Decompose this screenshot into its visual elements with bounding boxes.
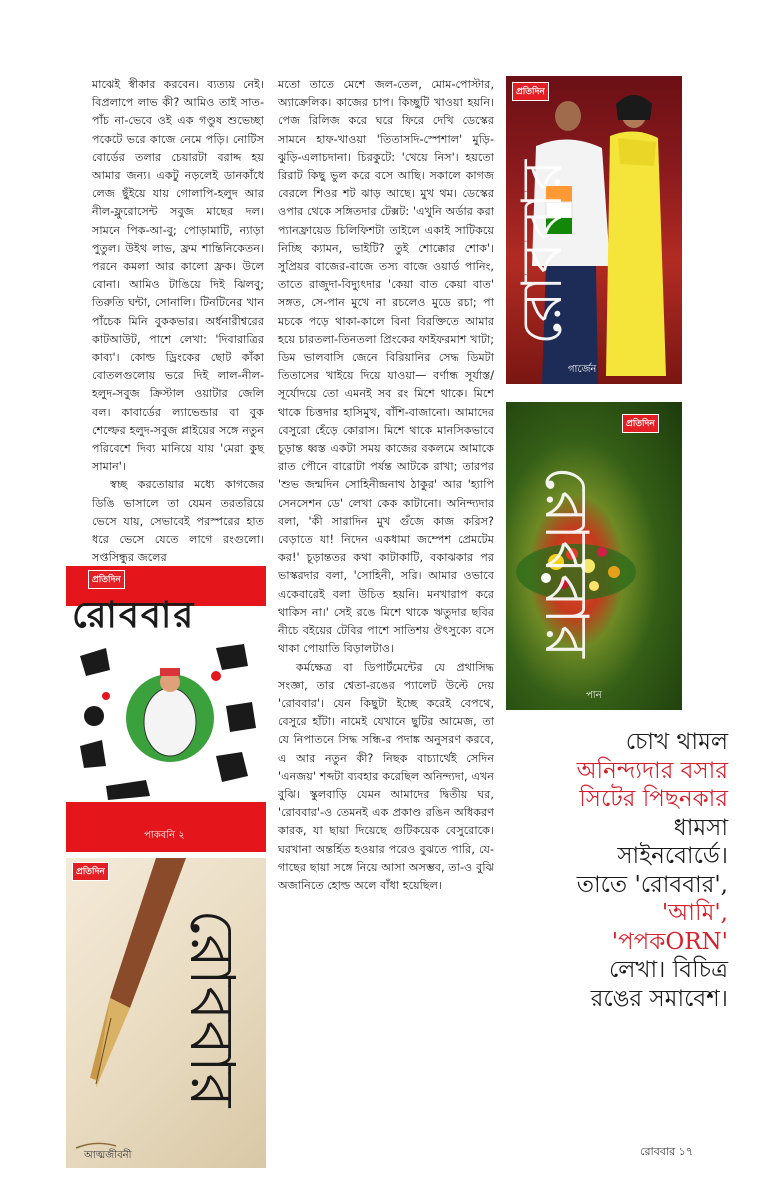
pull-quote-line: সাইনবোর্ডে। [617, 843, 728, 869]
cover-caption: পাকবনি ২ [144, 830, 185, 841]
pull-quote-line: ধামসা [673, 814, 728, 841]
pull-quote-line: অনিন্দ্যদার বসার [576, 757, 728, 784]
cover-caption: আত্মজীবনী [84, 1150, 132, 1161]
cover-masthead: প্রতিদিন [622, 414, 659, 433]
pull-quote-line: 'পপকORN' [611, 928, 728, 955]
magazine-cover-paan [506, 402, 682, 710]
article-column-2 [278, 76, 494, 895]
cover-masthead: প্রতিদিন [72, 862, 109, 881]
paragraph: কর্মক্ষেত্র বা ডিপার্টমেন্টের যে প্রথাসিদ্ধ সংজ্ঞা, তার শ্বেতা-রঙের প্যালেট উল্টে দেয় 'রোববার'। যেন কিছুটা ইচ্ছে করেই বেপথে, বেসুরে হাঁটা। নামেই যেখানে ছুটির আমেজ, তা যে নিপাতনে সিদ্ধ সন্ধি-র পদাঙ্ক অনুসরণ করবে, এ আর নতুন কী? নিছক বাচ্যার্থেই সেদিন 'এনজয়' শব্দটা ব্যবহার করেছিল অনিন্দ্যদা, এখন বুঝি। স্কুলবাড়ি যেমন আমাদের দ্বিতীয় ঘর, 'রোববার'-ও তেমনই এক প্রকাণ্ড রঙিন অধিকরণ কারক, যা ছায়া দিয়েছে গুটিকয়েক বেসুরোকে। ঘরখানা অন্তর্হিত হওয়ার পরেও বুঝতে পারি, যে-গাছের ছায়া সঙ্গে নিয়ে আসা অসম্ভব, তা-ও বুঝি অজানিতে হোল্ড অলে বাঁধা হয়েছিল। [278, 660, 494, 892]
pull-quote-line: 'আমি', [661, 900, 728, 926]
magazine-cover-pen [66, 858, 266, 1168]
paragraph: মতো তাতে মেশে জল-তেল, মোম-পোস্টার, অ্যাক্রেলিক। কাজের চাপ। কিচ্ছুটি খাওয়া হয়নি। পেজ রিলিজ করে ঘরে ফিরে দেখি ডেস্কের সামনে হাফ-খাওয়া 'তিতাসদি-স্পেশাল' মুড়ি-ঝুড়ি-এলাচদানা। চিরকুটে: 'খেয়ে নিস'। হয়তো রিরাট কিছু ভুল করে বসে আছি। সকালে কাগজ বেরলে শিওর শট ঝাড় আছে। মুখ থম। ডেস্কের ওপার থেকে সঙ্গিতদার টেক্সট: 'এখুনি অর্ডার করা প্যানফ্রায়েড চিলিফিশটা তাইলে একাই সাটিকয়ে নিচ্ছি ক্যামন, ভাইটি? তুই শোক্কোর শোক'। সুপ্রিয়র বাজের-বাজে তস্য বাজে ওয়ার্ড পানিং, তাতে রাজুদা-বিদ্যুৎদার 'কেয়া বাত কেয়া বাত' সঙ্গত, সে-পান মুখে না রচলেও মুডে রচা; পা মচকে পড়ে থাকা-কালে বিনা বিরক্তিতে আমার হয়ে চারতলা-তিনতলা প্রিংকের ফাইফরমাশ খাটা; ডিম ভালবাসি জেনে বিরিয়ানির সেদ্ধ ডিমটা তিতাসের খাইয়ে দিয়ে যাওয়া— বর্ণান্ধ সূর্যাস্ত/ সূর্যোদয়ে তো এমনই সব রং মিশে থাকে। মিশে থাকে চিত্তদার হাসিমুখ, বাঁশি-বাজানো। আমাদের বেসুরো হেঁড়ে কোরাস। মিশে থাকে মানসিকভাবে চূড়ান্ত ধ্বস্ত একটা সময় কাজের বকলমে আমাকে রাত পৌনে বারোটা পর্যন্ত আটকে রাখা; তারপর 'শুভ জন্মদিন সোহিনীন্দ্রনাথ ঠাকুর' আর 'হ্যাপি সেনসেশন ডে' লেখা কেক কাটানো। অনিন্দ্যদার বলা, 'কী সারাদিন মুখ গুঁজে কাজ করিস? বেড়াতে যা! নিদেন একধামা জম্পেশ প্রেমটেম কর!' চূড়ান্ততর কথা কাটাকাটি, বকাঝকার পর ভাস্করদার বলা, 'সোহিনী, সরি। আমার ওভাবে একেবারেই বলা উচিত হয়নি। মনখারাপ করে থাকিস না।' সেই রঙে মিশে থাকে ঋতুদার ছবির নীচে বইয়ের টেবির পাশে সাতিশয় ঔৎসুক্যে বসে থাকা পোয়াতি বিড়ালটাও। [278, 78, 494, 656]
cover-caption: গার্জেন [568, 364, 597, 375]
pull-quote-line: রঙের সমাবেশ। [590, 985, 728, 1012]
cover-title: রোববার [510, 157, 575, 345]
cover-caption: পান [586, 690, 602, 701]
pull-quote-line: চোখ থামল [625, 729, 728, 755]
cover-masthead: প্রতিদিন [88, 570, 125, 589]
page-folio: রোববার ১৭ [640, 1145, 693, 1158]
article-column-1 [92, 76, 264, 567]
cover-masthead: প্রতিদিন [512, 82, 549, 101]
paragraph: স্বচ্ছ করতোয়ার মধ্যে কাগজের ডিঙি ভাসালে তা যেমন তরতরিয়ে ভেসে যায়, সেভাবেই পরস্পরের হাত ধরে ভেসে যেতে লাগে রংগুলো। সপ্তসিন্ধুর জলের [92, 478, 264, 565]
pull-quote-line: সিটের পিছনকার [579, 786, 728, 812]
cover-title: রোববার [72, 594, 196, 636]
pull-quote [528, 728, 728, 1013]
cover-title: রোববার [176, 908, 249, 1108]
pull-quote-line: তাতে 'রোববার', [576, 871, 728, 898]
pull-quote-line: লেখা। বিচিত্র [608, 957, 728, 983]
paragraph: মাঝেই স্বীকার করবেন। ব্যত্যয় নেই। বিপ্রলাপে লাভ কী? আমিও তাই সাত-পাঁচ না-ভেবে ওই এক গণ্ডুষ শুভেচ্ছা পকেটে ভরে কাজে নেমে পড়ি। নোটিস বোর্ডের তলার চেয়ারটা বরাদ্দ হয় আমার জন্য। একটু নড়লেই ডানকাঁধে লেজ ছুঁইয়ে যায় গোলাপি-হলুদ আর নীল-ফ্লুরোসেন্ট সবুজ মাছের দল। সামনে পিক-আ-বু; পোড়ামাটি, ন্যাড়া পুতুল। উইথ লাভ, ফ্রম শান্তিনিকেতন। পরনে কমলা আর কালো ফ্রক। উলে বোনা। আমিও টাঙিয়ে দিই ঝিলবু; তিরুতি ঘন্টা, সোনালি। টিনটিনের খান পাঁচেক মিনি বুককভার। অর্ধনারীশ্বরের কাটআউট, পাশে লেখা: 'দিবারাত্রির কাব্য'। কোল্ড ড্রিংকের ছোট কাঁকা বোতলগুলোয় ভরে দিই লাল-নীল-হলুদ-সবুজ ক্রিস্টাল ওয়াটার জেলি বল। কাবার্ডের ল্যাভেন্ডার বা বুক শেল্ফের হলুদ-সবুজ প্লাইয়ের সঙ্গে নতুন পরিবেশে দিব্য মানিয়ে যায় 'মেরা কুছ সামান'। [92, 78, 264, 474]
cover-title: রোববার [531, 466, 601, 658]
magazine-cover-illustration [66, 566, 266, 852]
magazine-cover-badminton [506, 76, 682, 384]
